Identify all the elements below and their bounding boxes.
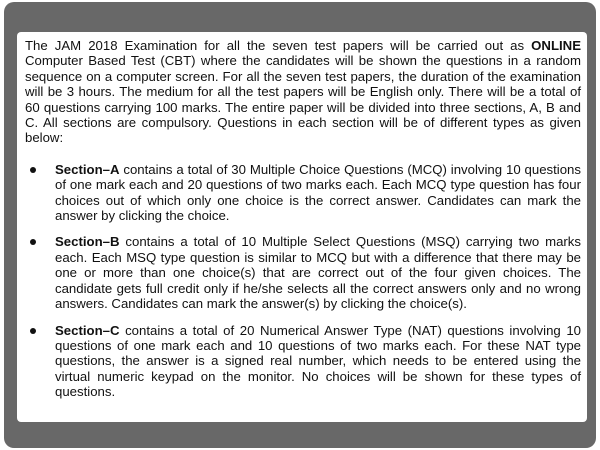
intro-text-end: Computer Based Test (CBT) where the candidates will be shown the questions in a random sequence on a computer screen. For all the seven test papers, the duration of the examination will be 3 hours. The medium for all the test papers will be English only. There will be a total of 60 questions carrying 100 marks. The entire paper will be divided into three sections, A, B and C. All sections are compulsory. Questions in each section will be of different types as given below: [25,53,581,146]
section-a-name: Section–A [55,161,120,177]
document-panel [17,32,587,422]
online-emphasis: ONLINE [531,38,581,53]
bullet-icon [30,167,36,173]
section-c-name: Section–C [55,322,120,338]
section-b-description: contains a total of 10 Multiple Select Questions (MSQ) carrying two marks each. Each MSQ type question is similar to MCQ but with a difference that there may be one or more than one choice(s) that are correct out of the four given choices. The candidate gets full credit only if he/she selects all the correct answers only and no wrong answers. Candidates can mark the answer(s) by clicking the choice(s). [55,234,581,312]
bullet-icon [30,328,36,334]
section-a-description: contains a total of 30 Multiple Choice Questions (MCQ) involving 10 questions of one mark each and 20 questions of two marks each. Each MCQ type question has four choices out of which only one choice is the correct answer. Candidates can mark the answer by clicking the choice. [55,161,581,224]
section-c-description: contains a total of 20 Numerical Answer Type (NAT) questions involving 10 questions of one mark each and 10 questions of two marks each. For these NAT type questions, the answer is a signed real number, which needs to be entered using the virtual numeric keypad on the monitor. No choices will be shown for these types of questions. [55,322,581,400]
document-content [25,38,581,411]
section-c-item [25,323,581,400]
intro-paragraph [25,38,581,146]
document-frame [4,2,596,448]
intro-text-start: The JAM 2018 Examination for all the seven test papers will be carried out as [25,38,532,53]
section-list [25,162,581,400]
bullet-icon [30,239,36,245]
section-b-item [25,234,581,311]
section-a-item [25,162,581,224]
section-b-name: Section–B [55,234,120,250]
